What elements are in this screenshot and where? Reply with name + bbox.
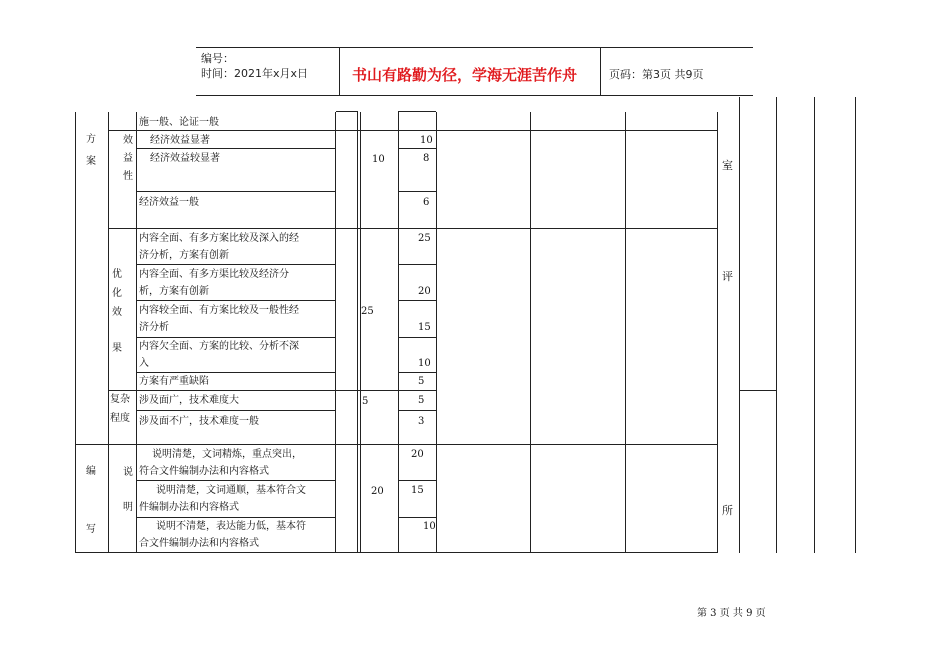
page-footer: 第 3 页 共 9 页	[697, 608, 766, 619]
score-5: 20	[418, 286, 431, 297]
row-desc-4-line-1: 内容全面、有多方案比较及深入的经	[139, 233, 299, 244]
row-desc-11-line-1: 说明清楚，文词精炼，重点突出，	[152, 449, 302, 460]
row-desc-2-line-1: 经济效益较显著	[150, 153, 220, 164]
row-desc-7-line-2: 入	[139, 358, 149, 369]
header-page-label: 页码：第3页 共9页	[609, 68, 704, 81]
score-10: 3	[418, 416, 425, 427]
right-label-ping: 评	[722, 270, 733, 283]
category-youhua-1: 优	[112, 269, 122, 280]
category-shuoming-2: 明	[123, 502, 133, 513]
right-label-suo: 所	[722, 504, 733, 517]
category-shuoming-1: 说	[123, 467, 133, 478]
score-4: 25	[418, 233, 431, 244]
category-youhua-2: 化	[112, 288, 122, 299]
score-6: 15	[418, 322, 431, 333]
row-desc-6-line-2: 济分析	[139, 322, 169, 333]
score-7: 10	[418, 358, 431, 369]
score-8: 5	[418, 376, 425, 387]
document-number-label: 编号：	[201, 52, 234, 65]
left-label-fangan-2: 案	[86, 156, 96, 167]
score-11: 20	[411, 449, 424, 460]
score-1: 10	[420, 135, 433, 146]
row-desc-12-line-1: 说明清楚，文词通顺，基本符合文	[156, 485, 306, 496]
row-desc-5-line-1: 内容全面、有多方渠比较及经济分	[139, 269, 289, 280]
weight-fuza: 5	[362, 396, 369, 407]
category-youhua-4: 果	[112, 343, 122, 354]
weight-shuoming: 20	[371, 486, 384, 497]
row-desc-10-line-1: 涉及面不广，技术难度一般	[139, 416, 259, 427]
score-13: 10	[423, 521, 436, 532]
row-desc-5-line-2: 析，方案有创新	[139, 286, 209, 297]
left-label-bianxie-1: 编	[86, 466, 96, 477]
score-9: 5	[418, 395, 425, 406]
row-desc-4-line-2: 济分析，方案有创新	[139, 250, 229, 261]
weight-xiaoyixing: 10	[372, 154, 385, 165]
category-youhua-3: 效	[112, 307, 122, 318]
row-desc-13-line-2: 合文件编制办法和内容格式	[139, 538, 259, 549]
row-desc-3-line-1: 经济效益一般	[139, 197, 199, 208]
row-desc-9-line-1: 涉及面广，技术难度大	[139, 395, 239, 406]
header-motto: 书山有路勤为径，学海无涯苦作舟	[352, 66, 578, 84]
row-desc-0-line-1: 施一般、论证一般	[139, 117, 219, 128]
row-desc-7-line-1: 内容欠全面、方案的比较、分析不深	[139, 341, 299, 352]
row-desc-13-line-1: 说明不清楚，表达能力低，基本符	[156, 521, 306, 532]
score-3: 6	[423, 197, 430, 208]
row-desc-8-line-1: 方案有严重缺陷	[139, 376, 209, 387]
category-xiaoyixing-2: 益	[123, 153, 133, 164]
right-label-shi: 室	[722, 159, 733, 172]
left-label-bianxie-2: 写	[86, 524, 96, 535]
left-label-fangan-1: 方	[86, 134, 96, 145]
category-xiaoyixing-1: 效	[123, 135, 133, 146]
score-12: 15	[411, 485, 424, 496]
category-fuza-1: 复杂	[110, 394, 130, 405]
row-desc-11-line-2: 符合文件编制办法和内容格式	[139, 466, 269, 477]
category-fuza-2: 程度	[110, 413, 130, 424]
row-desc-6-line-1: 内容较全面、有方案比较及一般性经	[139, 305, 299, 316]
score-2: 8	[423, 153, 430, 164]
row-desc-12-line-2: 件编制办法和内容格式	[139, 502, 239, 513]
category-xiaoyixing-3: 性	[123, 171, 133, 182]
row-desc-1-line-1: 经济效益显著	[150, 135, 210, 146]
document-time-label: 时间：2021年x月x日	[201, 67, 309, 80]
weight-youhua: 25	[361, 306, 374, 317]
